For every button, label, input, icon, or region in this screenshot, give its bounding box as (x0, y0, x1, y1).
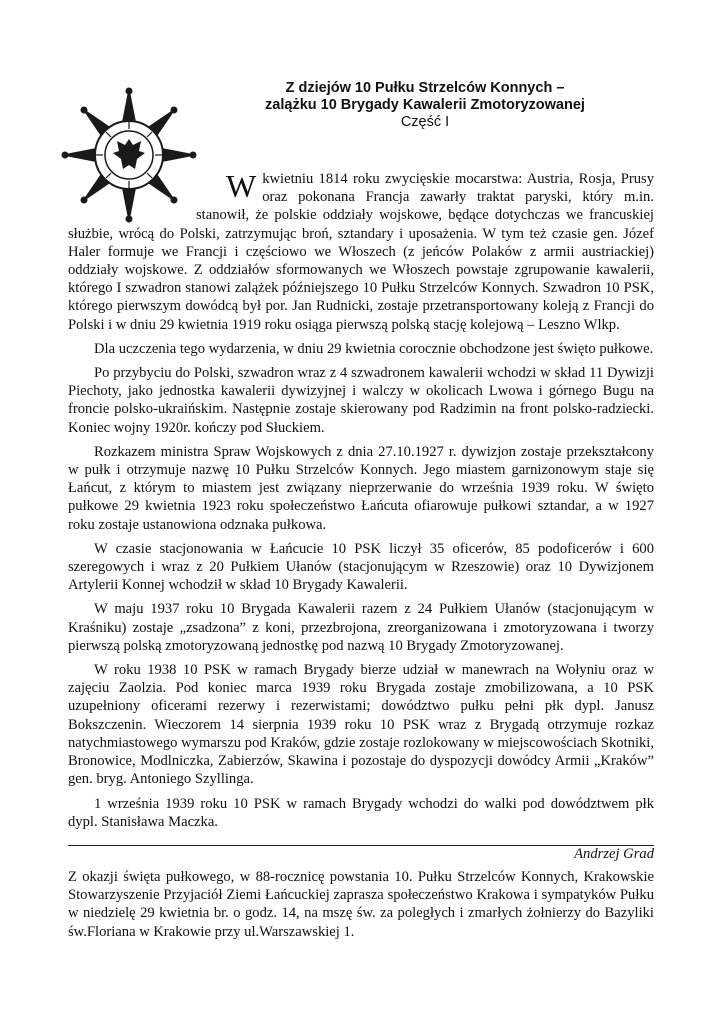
paragraph-6: W maju 1937 roku 10 Brygada Kawalerii razem z 24 Pułkiem Ułanów (stacjonującym w Kraśniku) zostaje „zsadzona” z koni, przezbrojona, zreorganizowana i zmotoryzowana i tworzy pierwszą polską zmotoryzowaną jednostkę pod nazwą 10 Brygady Zmotoryzowanej. (68, 601, 654, 654)
paragraph-8: 1 września 1939 roku 10 PSK w ramach Brygady wchodzi do walki pod dowództwem płk dypl. Stanisława Maczka. (68, 795, 654, 830)
title-line-1: Z dziejów 10 Pułku Strzelców Konnych – (285, 80, 565, 96)
part-label: Część I (400, 114, 450, 130)
divider-line (68, 845, 654, 846)
paragraph-3: Po przybyciu do Polski, szwadron wraz z 4 szwadronem kawalerii wchodzi w skład 11 Dywizji Piechoty, jako jednostka kawalerii dywizyjnej i walczy w okolicach Lwowa i górnego Bugu na froncie polsko-ukraińskim. Następnie zostaje skierowany pod Radzimin na front polsko-radziecki. Koniec wojny 1920r. kończy pod Słuckiem. (68, 365, 654, 436)
paragraph-7: W roku 1938 10 PSK w ramach Brygady bierze udział w manewrach na Wołyniu oraz w zajęciu Zaolzia. Pod koniec marca 1939 roku Brygada zostaje zmobilizowana, a 10 PSK uzupełniony oficerami rezerwy i rezerwistami; dowództwo pułku pełni płk dypl. Janusz Bokszczenin. Wieczorem 14 sierpnia 1939 roku 10 PSK wraz z Brygadą otrzymuje rozkaz natychmiastowego wymarszu pod Kraków, gdzie zostaje rozlokowany w miejscowościach Skotniki, Bronowice, Modlniczka, Zabierzów, Skawina i pozostaje do dyspozycji dowódcy Armii „Kraków” gen. bryg. Antoniego Szyllinga. (68, 662, 654, 788)
title-line-2: zalążku 10 Brygady Kawalerii Zmotoryzowanej (265, 97, 585, 113)
article-header (230, 80, 620, 131)
notice-text: Z okazji święta pułkowego, w 88-rocznicę powstania 10. Pułku Strzelców Konnych, Krakowskie Stowarzyszenie Przyjaciół Ziemi Łańcuckiej zaprasza społeczeństwo Krakowa i sympatyków Pułku w niedzielę 29 kwietnia br. o godz. 14, na mszę św. za poległych i zmarłych żołnierzy do Bazyliki św.Floriana w Krakowie przy ul.Warszawskiej 1. (68, 869, 654, 940)
article-body (68, 170, 654, 863)
drop-cap: W (226, 168, 257, 204)
paragraph-1-text: kwietniu 1814 roku zwycięskie mocarstwa: Austria, Rosja, Prusy oraz pokonana Francja zawarły traktat paryski, który m.in. stanowił, że polskie oddziały wojskowe, będące dotychczas we francuskiej służbie, wrócą do Polski, zatrzymując broń, sztandary i uposażenia. W tym też czasie gen. Józef Haler formuje we Francji i częściowo we Włoszech (z jeńców Polaków z armii austriackiej) oddziały wojskowe. Z oddziałów sformowanych we Włoszech powstaje zgrupowanie kawalerii, którego I szwadron stanowi zalążek późniejszego 10 Pułku Strzelców Konnych. Szwadron 10 PSK, którego pierwszym dowódcą był por. Jan Rudnicki, zostaje przetransportowany koleją z Francji do Polski i w dniu 29 kwietnia 1919 roku osiąga pierwszą polską stację kolejową – Leszno Wlkp. (68, 171, 654, 333)
paragraph-2: Dla uczczenia tego wydarzenia, w dniu 29 kwietnia corocznie obchodzone jest święto pułkowe. (94, 340, 654, 357)
paragraph-4: Rozkazem ministra Spraw Wojskowych z dnia 27.10.1927 r. dywizjon zostaje przekształcony w pułk i otrzymuje nazwę 10 Pułku Strzelców Konnych. Jego miastem garnizonowym staje się Łańcut, z którym to miastem jest związany nieprzerwanie do września 1939 roku. W święto pułkowe 29 kwietnia 1923 roku społeczeństwo Łańcuta ofiarowuje pułkowi sztandar, a w 1927 roku zostaje ustanowiona odznaka pułkowa. (68, 443, 654, 533)
badge-wrap-spacer (68, 170, 196, 218)
author-signature: Andrzej Grad (574, 845, 654, 862)
paragraph-5: W czasie stacjonowania w Łańcucie 10 PSK liczył 35 oficerów, 85 podoficerów i 600 szeregowych i wraz z 20 Pułkiem Ułanów (stacjonującym w Rzeszowie) oraz 10 Dywizjonem Artylerii Konnej wchodził w skład 10 Brygady Kawalerii. (68, 540, 654, 594)
invitation-notice (68, 868, 654, 941)
